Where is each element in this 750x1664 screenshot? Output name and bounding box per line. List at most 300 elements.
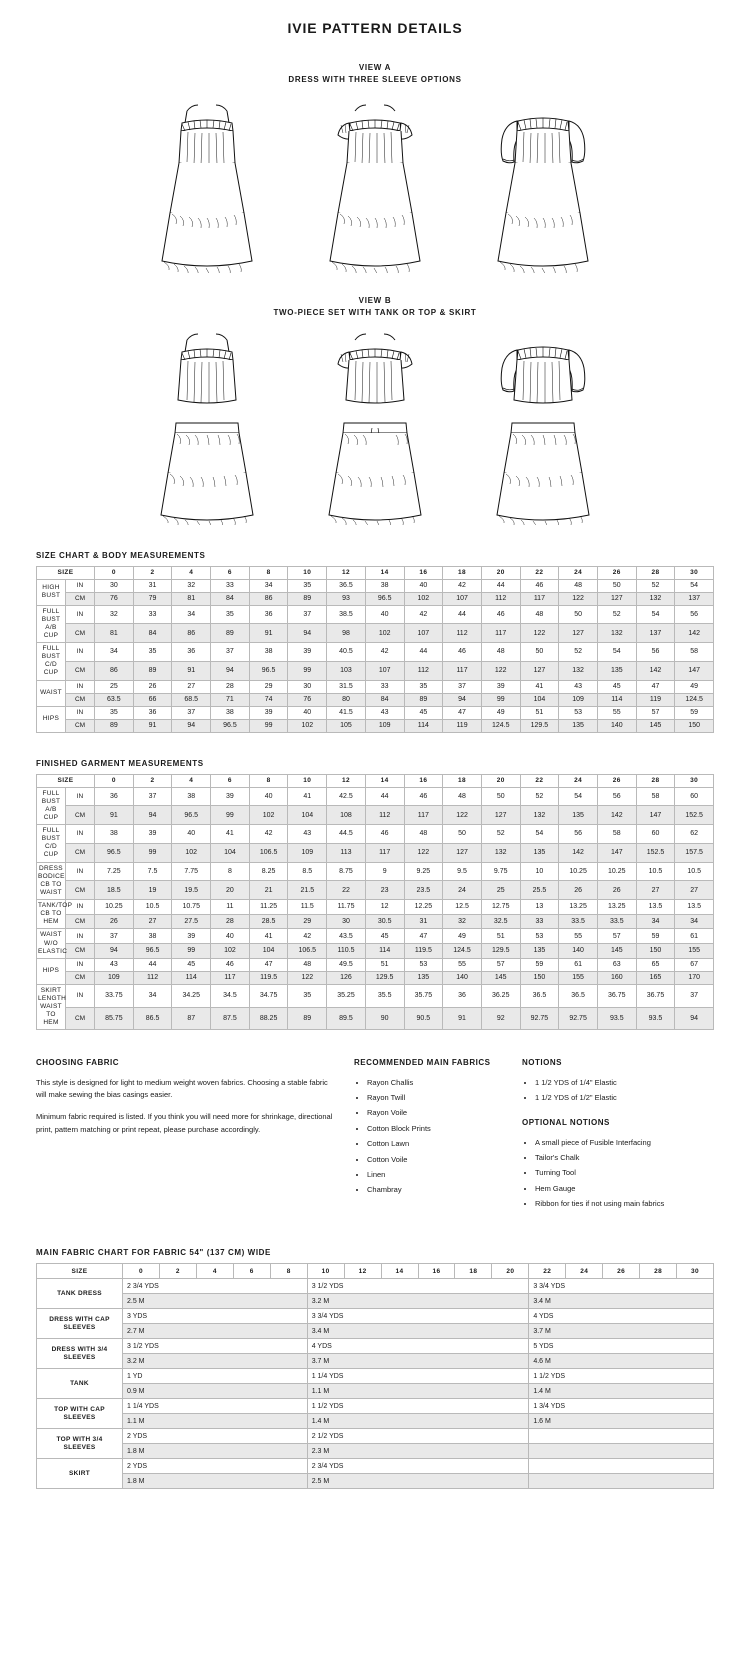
measurement-cell: 40 xyxy=(172,825,211,844)
measurement-cell: 44.5 xyxy=(327,825,366,844)
measurement-cell: 140 xyxy=(559,944,598,959)
fabric-amount-cell: 3.2 M xyxy=(307,1294,529,1309)
measurement-cell: 94 xyxy=(675,1007,714,1030)
measurement-cell: 54 xyxy=(559,787,598,806)
fabric-amount-cell: 2 YDS xyxy=(123,1459,308,1474)
unit-label-cm: CM xyxy=(66,843,95,862)
measurement-cell: 89 xyxy=(95,719,134,732)
measurement-cell: 19 xyxy=(133,881,172,900)
measurement-cell: 86 xyxy=(95,661,134,680)
measurement-cell: 34.75 xyxy=(249,984,288,1007)
measurement-cell: 9 xyxy=(365,862,404,881)
measurement-cell: 107 xyxy=(404,624,443,643)
measurement-cell: 39 xyxy=(481,680,520,693)
measurement-cell: 36.75 xyxy=(597,984,636,1007)
measurement-cell: 135 xyxy=(520,944,559,959)
measurement-cell: 46 xyxy=(520,579,559,592)
recommended-fabrics-column xyxy=(354,1056,504,1222)
measurement-cell: 99 xyxy=(211,806,250,825)
measurement-cell: 84 xyxy=(365,693,404,706)
measurement-cell: 102 xyxy=(249,806,288,825)
measurement-cell: 117 xyxy=(520,592,559,605)
fabric-amount-cell: 1.1 M xyxy=(123,1414,308,1429)
column-header-size-28: 28 xyxy=(636,566,675,579)
measurement-cell: 60 xyxy=(636,825,675,844)
measurement-cell: 110.5 xyxy=(327,944,366,959)
view-b-name: VIEW B xyxy=(358,295,392,305)
measurement-cell: 26 xyxy=(133,680,172,693)
pattern-details-page xyxy=(0,20,750,1519)
measurement-cell: 142 xyxy=(636,661,675,680)
column-header-size-28: 28 xyxy=(636,774,675,787)
measurement-cell: 43.5 xyxy=(327,929,366,944)
measurement-cell: 117 xyxy=(365,843,404,862)
measurement-cell: 49 xyxy=(481,706,520,719)
unit-label-cm: CM xyxy=(66,592,95,605)
table-row xyxy=(37,944,714,959)
measurement-cell: 40 xyxy=(365,605,404,624)
measurement-cell: 33.75 xyxy=(95,984,134,1007)
table-row xyxy=(37,1309,714,1324)
measurement-cell: 39 xyxy=(211,787,250,806)
measurement-cell: 94 xyxy=(288,624,327,643)
measurement-cell: 102 xyxy=(288,719,327,732)
illustration-top-three-quarter-sleeves xyxy=(468,326,618,411)
measurement-cell: 99 xyxy=(133,843,172,862)
measurement-cell: 38 xyxy=(365,579,404,592)
measurement-cell: 142 xyxy=(559,843,598,862)
measurement-cell: 90.5 xyxy=(404,1007,443,1030)
measurement-cell: 91 xyxy=(172,661,211,680)
measurement-cell: 84 xyxy=(133,624,172,643)
unit-label-cm: CM xyxy=(66,719,95,732)
measurement-cell: 35 xyxy=(404,680,443,693)
measurement-cell: 102 xyxy=(365,624,404,643)
unit-label-in: IN xyxy=(66,579,95,592)
illustration-dress-tank xyxy=(132,93,282,273)
measurement-cell: 34 xyxy=(95,643,134,662)
measurement-cell: 33.5 xyxy=(597,914,636,929)
notions-heading: NOTIONS xyxy=(522,1058,562,1068)
measurement-cell: 45 xyxy=(172,958,211,971)
row-label: TOP WITH 3/4 SLEEVES xyxy=(37,1429,123,1459)
column-header-size-10: 10 xyxy=(288,774,327,787)
table-row xyxy=(37,1459,714,1474)
measurement-cell: 99 xyxy=(172,944,211,959)
measurement-cell: 42 xyxy=(443,579,482,592)
measurement-cell: 104 xyxy=(520,693,559,706)
unit-label-in: IN xyxy=(66,605,95,624)
measurement-cell: 53 xyxy=(559,706,598,719)
measurement-cell: 36 xyxy=(172,643,211,662)
measurement-cell: 25 xyxy=(481,881,520,900)
column-header-size: SIZE xyxy=(37,774,95,787)
table-row xyxy=(37,592,714,605)
measurement-cell: 92 xyxy=(481,1007,520,1030)
measurement-cell: 147 xyxy=(675,661,714,680)
fabric-amount-cell: 3.7 M xyxy=(529,1324,714,1339)
measurement-cell: 119.5 xyxy=(249,971,288,984)
measurement-cell: 43 xyxy=(559,680,598,693)
fabric-amount-cell xyxy=(529,1474,714,1489)
column-header-size-14: 14 xyxy=(365,566,404,579)
column-header-size-20: 20 xyxy=(492,1264,529,1279)
recommended-fabrics-list xyxy=(354,1077,504,1197)
fabric-amount-cell: 1.6 M xyxy=(529,1414,714,1429)
measurement-cell: 140 xyxy=(443,971,482,984)
recommended-fabric-item: • Chambray xyxy=(367,1184,504,1196)
measurement-cell: 10.5 xyxy=(675,862,714,881)
row-label: SKIRT xyxy=(37,1459,123,1489)
column-header-size-6: 6 xyxy=(233,1264,270,1279)
measurement-cell: 76 xyxy=(288,693,327,706)
table-row xyxy=(37,1384,714,1399)
column-header-size-6: 6 xyxy=(211,774,250,787)
fabric-amount-cell: 0.9 M xyxy=(123,1384,308,1399)
column-header-size-26: 26 xyxy=(597,774,636,787)
notion-item: • 1 1/2 YDS of 1/4" Elastic xyxy=(535,1077,714,1089)
measurement-cell: 114 xyxy=(404,719,443,732)
row-label: DRESS WITH 3/4 SLEEVES xyxy=(37,1339,123,1369)
row-label: DRESS BODICE CB TO WAIST xyxy=(37,862,66,900)
optional-notion-item: • Turning Tool xyxy=(535,1167,714,1179)
unit-label-cm: CM xyxy=(66,914,95,929)
measurement-cell: 11.25 xyxy=(249,900,288,915)
measurement-cell: 51 xyxy=(481,929,520,944)
measurement-cell: 13.25 xyxy=(597,900,636,915)
measurement-cell: 37 xyxy=(443,680,482,693)
fabric-amount-cell: 2 3/4 YDS xyxy=(123,1279,308,1294)
table-header-row xyxy=(37,1264,714,1279)
column-header-size-8: 8 xyxy=(249,774,288,787)
fabric-amount-cell: 1 1/4 YDS xyxy=(123,1399,308,1414)
measurement-cell: 49 xyxy=(443,929,482,944)
measurement-cell: 57 xyxy=(636,706,675,719)
unit-label-in: IN xyxy=(66,958,95,971)
measurement-cell: 68.5 xyxy=(172,693,211,706)
table-row xyxy=(37,661,714,680)
unit-label-cm: CM xyxy=(66,971,95,984)
measurement-cell: 48 xyxy=(288,958,327,971)
unit-label-cm: CM xyxy=(66,1007,95,1030)
measurement-cell: 145 xyxy=(597,944,636,959)
fabric-amount-cell: 3 3/4 YDS xyxy=(529,1279,714,1294)
column-header-size-18: 18 xyxy=(455,1264,492,1279)
measurement-cell: 10.5 xyxy=(133,900,172,915)
measurement-cell: 122 xyxy=(520,624,559,643)
fabric-amount-cell: 3.4 M xyxy=(307,1324,529,1339)
table-row xyxy=(37,984,714,1007)
measurement-cell: 152.5 xyxy=(636,843,675,862)
column-header-size: SIZE xyxy=(37,566,95,579)
column-header-size-22: 22 xyxy=(520,774,559,787)
measurement-cell: 10.25 xyxy=(597,862,636,881)
unit-label-cm: CM xyxy=(66,624,95,643)
table-row xyxy=(37,1294,714,1309)
table-row xyxy=(37,881,714,900)
table-row xyxy=(37,1339,714,1354)
measurement-cell: 8.75 xyxy=(327,862,366,881)
measurement-cell: 92.75 xyxy=(520,1007,559,1030)
measurement-cell: 36.5 xyxy=(559,984,598,1007)
column-header-size-30: 30 xyxy=(675,774,714,787)
measurement-cell: 94 xyxy=(172,719,211,732)
measurement-cell: 89 xyxy=(288,592,327,605)
measurement-cell: 90 xyxy=(365,1007,404,1030)
measurement-cell: 42 xyxy=(404,605,443,624)
fabric-amount-cell: 1.1 M xyxy=(307,1384,529,1399)
measurement-cell: 18.5 xyxy=(95,881,134,900)
measurement-cell: 28.5 xyxy=(249,914,288,929)
measurement-cell: 117 xyxy=(443,661,482,680)
measurement-cell: 59 xyxy=(636,929,675,944)
measurement-cell: 44 xyxy=(443,605,482,624)
measurement-cell: 7.25 xyxy=(95,862,134,881)
measurement-cell: 96.5 xyxy=(133,944,172,959)
measurement-cell: 102 xyxy=(404,592,443,605)
measurement-cell: 86 xyxy=(249,592,288,605)
measurement-cell: 36 xyxy=(133,706,172,719)
measurement-cell: 108 xyxy=(327,806,366,825)
measurement-cell: 28 xyxy=(211,914,250,929)
measurement-cell: 56 xyxy=(636,643,675,662)
measurement-cell: 50 xyxy=(597,579,636,592)
measurement-cell: 53 xyxy=(520,929,559,944)
fabric-amount-cell: 4 YDS xyxy=(307,1339,529,1354)
measurement-cell: 33.5 xyxy=(559,914,598,929)
table-header-row xyxy=(37,566,714,579)
table-row xyxy=(37,806,714,825)
measurement-cell: 65 xyxy=(636,958,675,971)
choosing-fabric-paragraph-1: This style is designed for light to medium weight woven fabrics. Choosing a stable fabric will make sewing the bias casings easier. xyxy=(36,1077,328,1099)
column-header-size-16: 16 xyxy=(404,566,443,579)
measurement-cell: 140 xyxy=(597,719,636,732)
fabric-amount-cell: 3 1/2 YDS xyxy=(123,1339,308,1354)
measurement-cell: 38.5 xyxy=(327,605,366,624)
measurement-cell: 96.5 xyxy=(95,843,134,862)
notions-column xyxy=(522,1056,714,1222)
measurement-cell: 106.5 xyxy=(249,843,288,862)
measurement-cell: 129.5 xyxy=(365,971,404,984)
measurement-cell: 11.75 xyxy=(327,900,366,915)
table-row xyxy=(37,1474,714,1489)
row-label: FULL BUST A/B CUP xyxy=(37,605,66,643)
measurement-cell: 117 xyxy=(481,624,520,643)
measurement-cell: 27 xyxy=(133,914,172,929)
measurement-cell: 13.5 xyxy=(636,900,675,915)
measurement-cell: 41 xyxy=(249,929,288,944)
measurement-cell: 135 xyxy=(404,971,443,984)
measurement-cell: 12.75 xyxy=(481,900,520,915)
row-label: SKIRT LENGTH WAIST TO HEM xyxy=(37,984,66,1030)
measurement-cell: 48 xyxy=(520,605,559,624)
column-header-size-20: 20 xyxy=(481,774,520,787)
measurement-cell: 105 xyxy=(327,719,366,732)
measurement-cell: 41 xyxy=(288,787,327,806)
row-label: TANK DRESS xyxy=(37,1279,123,1309)
table-row xyxy=(37,1429,714,1444)
measurement-cell: 54 xyxy=(636,605,675,624)
measurement-cell: 112 xyxy=(404,661,443,680)
measurement-cell: 43 xyxy=(95,958,134,971)
page-title: IVIE PATTERN DETAILS xyxy=(287,20,463,36)
measurement-cell: 13 xyxy=(520,900,559,915)
table-row xyxy=(37,971,714,984)
measurement-cell: 47 xyxy=(404,929,443,944)
measurement-cell: 54 xyxy=(520,825,559,844)
measurement-cell: 40 xyxy=(404,579,443,592)
measurement-cell: 44 xyxy=(133,958,172,971)
illustration-dress-three-quarter-sleeves xyxy=(468,93,618,273)
measurement-cell: 132 xyxy=(636,592,675,605)
table-row xyxy=(37,1324,714,1339)
measurement-cell: 37 xyxy=(211,643,250,662)
measurement-cell: 74 xyxy=(249,693,288,706)
measurement-cell: 104 xyxy=(249,944,288,959)
measurement-cell: 122 xyxy=(443,806,482,825)
column-header-size-12: 12 xyxy=(327,774,366,787)
measurement-cell: 9.75 xyxy=(481,862,520,881)
measurement-cell: 43 xyxy=(288,825,327,844)
table-row xyxy=(37,579,714,592)
table-row xyxy=(37,1444,714,1459)
measurement-cell: 35 xyxy=(133,643,172,662)
measurement-cell: 135 xyxy=(559,719,598,732)
table-row xyxy=(37,693,714,706)
measurement-cell: 47 xyxy=(443,706,482,719)
optional-notion-item: • Hem Gauge xyxy=(535,1183,714,1195)
fabric-amount-cell: 1.4 M xyxy=(307,1414,529,1429)
recommended-fabric-item: • Linen xyxy=(367,1169,504,1181)
measurement-cell: 32.5 xyxy=(481,914,520,929)
measurement-cell: 48 xyxy=(559,579,598,592)
fabric-amount-cell: 3 YDS xyxy=(123,1309,308,1324)
measurement-cell: 34.25 xyxy=(172,984,211,1007)
measurement-cell: 22 xyxy=(327,881,366,900)
measurement-cell: 91 xyxy=(133,719,172,732)
column-header-size-4: 4 xyxy=(172,774,211,787)
measurement-cell: 27.5 xyxy=(172,914,211,929)
measurement-cell: 41 xyxy=(211,825,250,844)
measurement-cell: 21.5 xyxy=(288,881,327,900)
measurement-cell: 94 xyxy=(133,806,172,825)
measurement-cell: 25 xyxy=(95,680,134,693)
measurement-cell: 36.75 xyxy=(636,984,675,1007)
row-label: WAIST W/O ELASTIC xyxy=(37,929,66,958)
fabric-amount-cell: 1.4 M xyxy=(529,1384,714,1399)
choosing-fabric-paragraph-2: Minimum fabric required is listed. If you think you will need more for shrinkage, directional print, pattern matching or print repeat, please purchase accordingly. xyxy=(36,1112,333,1134)
measurement-cell: 160 xyxy=(597,971,636,984)
measurement-cell: 39 xyxy=(249,706,288,719)
measurement-cell: 24 xyxy=(443,881,482,900)
fabric-amount-cell: 3 1/2 YDS xyxy=(307,1279,529,1294)
measurement-cell: 104 xyxy=(211,843,250,862)
unit-label-in: IN xyxy=(66,706,95,719)
measurement-cell: 8 xyxy=(211,862,250,881)
measurement-cell: 46 xyxy=(404,787,443,806)
row-label: HIGH BUST xyxy=(37,579,66,605)
illustration-tank-top xyxy=(132,326,282,411)
measurement-cell: 12.5 xyxy=(443,900,482,915)
measurement-cell: 145 xyxy=(481,971,520,984)
illustration-skirt-1 xyxy=(132,415,282,525)
row-label: FULL BUST C/D CUP xyxy=(37,825,66,863)
notion-item: • 1 1/2 YDS of 1/2" Elastic xyxy=(535,1092,714,1104)
measurement-cell: 32 xyxy=(443,914,482,929)
measurement-cell: 38 xyxy=(211,706,250,719)
unit-label-in: IN xyxy=(66,825,95,844)
measurement-cell: 9.25 xyxy=(404,862,443,881)
measurement-cell: 96.5 xyxy=(211,719,250,732)
measurement-cell: 127 xyxy=(597,592,636,605)
measurement-cell: 93.5 xyxy=(636,1007,675,1030)
column-header-size-18: 18 xyxy=(443,774,482,787)
measurement-cell: 39 xyxy=(133,825,172,844)
column-header-size-16: 16 xyxy=(404,774,443,787)
measurement-cell: 36.25 xyxy=(481,984,520,1007)
measurement-cell: 11 xyxy=(211,900,250,915)
measurement-cell: 37 xyxy=(95,929,134,944)
measurement-cell: 21 xyxy=(249,881,288,900)
measurement-cell: 127 xyxy=(559,624,598,643)
unit-label-cm: CM xyxy=(66,661,95,680)
measurement-cell: 47 xyxy=(636,680,675,693)
unit-label-cm: CM xyxy=(66,806,95,825)
measurement-cell: 61 xyxy=(559,958,598,971)
measurement-cell: 81 xyxy=(95,624,134,643)
measurement-cell: 137 xyxy=(675,592,714,605)
unit-label-in: IN xyxy=(66,929,95,944)
measurement-cell: 46 xyxy=(443,643,482,662)
measurement-cell: 104 xyxy=(288,806,327,825)
view-a-name: VIEW A xyxy=(358,63,392,72)
column-header-size-24: 24 xyxy=(566,1264,603,1279)
measurement-cell: 10.75 xyxy=(172,900,211,915)
optional-notion-item: • A small piece of Fusible Interfacing xyxy=(535,1137,714,1149)
measurement-cell: 59 xyxy=(675,706,714,719)
measurement-cell: 34 xyxy=(133,984,172,1007)
measurement-cell: 32 xyxy=(172,579,211,592)
measurement-cell: 89 xyxy=(288,1007,327,1030)
view-a-subtitle: DRESS WITH THREE SLEEVE OPTIONS xyxy=(288,75,462,85)
measurement-cell: 7.5 xyxy=(133,862,172,881)
column-header-size-2: 2 xyxy=(159,1264,196,1279)
column-header-size-26: 26 xyxy=(603,1264,640,1279)
measurement-cell: 127 xyxy=(520,661,559,680)
measurement-cell: 35.25 xyxy=(327,984,366,1007)
measurement-cell: 126 xyxy=(327,971,366,984)
optional-notions-list xyxy=(522,1137,714,1211)
measurement-cell: 42 xyxy=(365,643,404,662)
unit-label-in: IN xyxy=(66,900,95,915)
column-header-size-28: 28 xyxy=(640,1264,677,1279)
measurement-cell: 87 xyxy=(172,1007,211,1030)
measurement-cell: 28 xyxy=(211,680,250,693)
illustration-skirt-2 xyxy=(300,415,450,525)
measurement-cell: 29 xyxy=(288,914,327,929)
measurement-cell: 33 xyxy=(520,914,559,929)
measurement-cell: 42 xyxy=(249,825,288,844)
measurement-cell: 114 xyxy=(597,693,636,706)
measurement-cell: 38 xyxy=(172,787,211,806)
view-b-heading xyxy=(36,295,714,320)
measurement-cell: 45 xyxy=(365,929,404,944)
table-row xyxy=(37,605,714,624)
measurement-cell: 58 xyxy=(675,643,714,662)
measurement-cell: 48 xyxy=(481,643,520,662)
measurement-cell: 102 xyxy=(172,843,211,862)
measurement-cell: 142 xyxy=(597,806,636,825)
